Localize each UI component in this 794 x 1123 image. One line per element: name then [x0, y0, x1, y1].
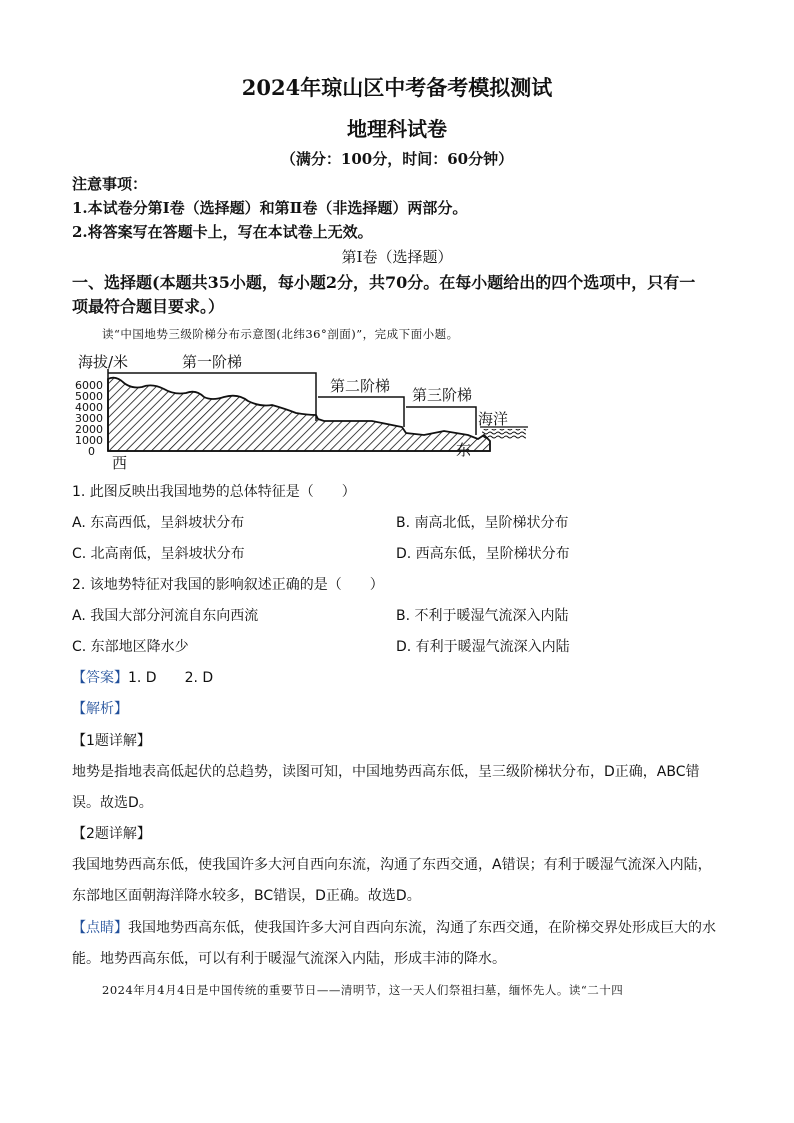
exam-subject: 地理科试卷	[347, 117, 447, 141]
y-tick: 0	[88, 445, 95, 458]
east-label: 东	[456, 441, 472, 459]
ocean-area	[482, 429, 526, 439]
y-tick: 2000	[75, 423, 103, 436]
section-title: 第Ⅰ卷（选择题）	[341, 248, 453, 266]
step-1-label: 第一阶梯	[182, 353, 243, 371]
question-2-option-c: C. 东部地区降水少	[72, 639, 189, 655]
notice-heading: 注意事项：	[72, 175, 148, 193]
question-2-option-d: D. 有利于暖湿气流深入内陆	[396, 639, 570, 655]
question-1-option-b: B. 南高北低，呈阶梯状分布	[396, 515, 569, 531]
question-1-option-a: A. 东高西低，呈斜坡状分布	[72, 515, 245, 531]
q1-detail-line-2: 误。故选D。	[72, 795, 153, 811]
notice-item-2: 2.将答案写在答题卡上，写在本试卷上无效。	[72, 223, 373, 241]
ocean-label: 海洋	[478, 410, 509, 428]
answer-line	[72, 667, 213, 687]
step-2-label: 第二阶梯	[330, 377, 391, 395]
question-1-option-c: C. 北高南低，呈斜坡状分布	[72, 546, 245, 562]
notice-item-1: 1.本试卷分第Ⅰ卷（选择题）和第Ⅱ卷（非选择题）两部分。	[72, 199, 468, 217]
q2-detail-line-2: 东部地区面朝海洋降水较多，BC错误，D正确。故选D。	[72, 888, 421, 904]
question-1-stem: 1. 此图反映出我国地势的总体特征是（ ）	[72, 484, 356, 500]
y-tick: 3000	[75, 412, 103, 425]
terrain-profile-figure	[72, 343, 532, 471]
comment-label: 【点睛】	[72, 920, 128, 936]
passage-1: 读“中国地势三级阶梯分布示意图(北纬36°剖面)”，完成下面小题。	[102, 327, 459, 341]
y-tick: 6000	[75, 379, 103, 392]
score-info: （满分：100分，时间：60分钟）	[280, 150, 514, 168]
exam-title: 2024年琼山区中考备考模拟测试	[241, 75, 553, 100]
section-instructions-2: 项最符合题目要求。）	[72, 297, 225, 316]
y-tick: 1000	[75, 434, 103, 447]
question-2-stem: 2. 该地势特征对我国的影响叙述正确的是（ ）	[72, 577, 384, 593]
comment-text: 我国地势西高东低，使我国许多大河自西向东流，沟通了东西交通，在阶梯交界处形成巨大的水	[128, 920, 716, 936]
question-2-option-b: B. 不利于暖湿气流深入内陆	[396, 608, 569, 624]
q1-detail-heading: 【1题详解】	[72, 733, 151, 749]
comment-line-1	[72, 917, 716, 937]
answer-label: 【答案】	[72, 670, 128, 686]
comment-line-2: 能。地势西高东低，可以有利于暖湿气流深入内陆，形成丰沛的降水。	[72, 951, 506, 967]
q2-detail-line-1: 我国地势西高东低，使我国许多大河自西向东流，沟通了东西交通，A错误；有利于暖湿气流深入内陆，	[72, 857, 712, 873]
q1-detail-line-1: 地势是指地表高低起伏的总趋势，读图可知，中国地势西高东低，呈三级阶梯状分布，D正确，ABC错	[72, 764, 700, 780]
y-tick: 5000	[75, 390, 103, 403]
answer-text: 1. D 2. D	[128, 670, 214, 686]
section-instructions-1: 一、选择题(本题共35小题，每小题2分，共70分。在每小题给出的四个选项中，只有一	[72, 273, 696, 292]
passage-2: 2024年月4月4日是中国传统的重要节日——清明节，这一天人们祭祖扫墓，缅怀先人。读“二十四	[102, 983, 624, 997]
question-2-option-a: A. 我国大部分河流自东向西流	[72, 608, 259, 624]
analysis-label: 【解析】	[72, 701, 128, 717]
question-1-option-d: D. 西高东低，呈阶梯状分布	[396, 546, 570, 562]
q2-detail-heading: 【2题详解】	[72, 826, 151, 842]
west-label: 西	[112, 454, 128, 471]
y-axis-label: 海拔/米	[78, 353, 129, 371]
step-3-label: 第三阶梯	[412, 386, 473, 404]
y-tick: 4000	[75, 401, 103, 414]
